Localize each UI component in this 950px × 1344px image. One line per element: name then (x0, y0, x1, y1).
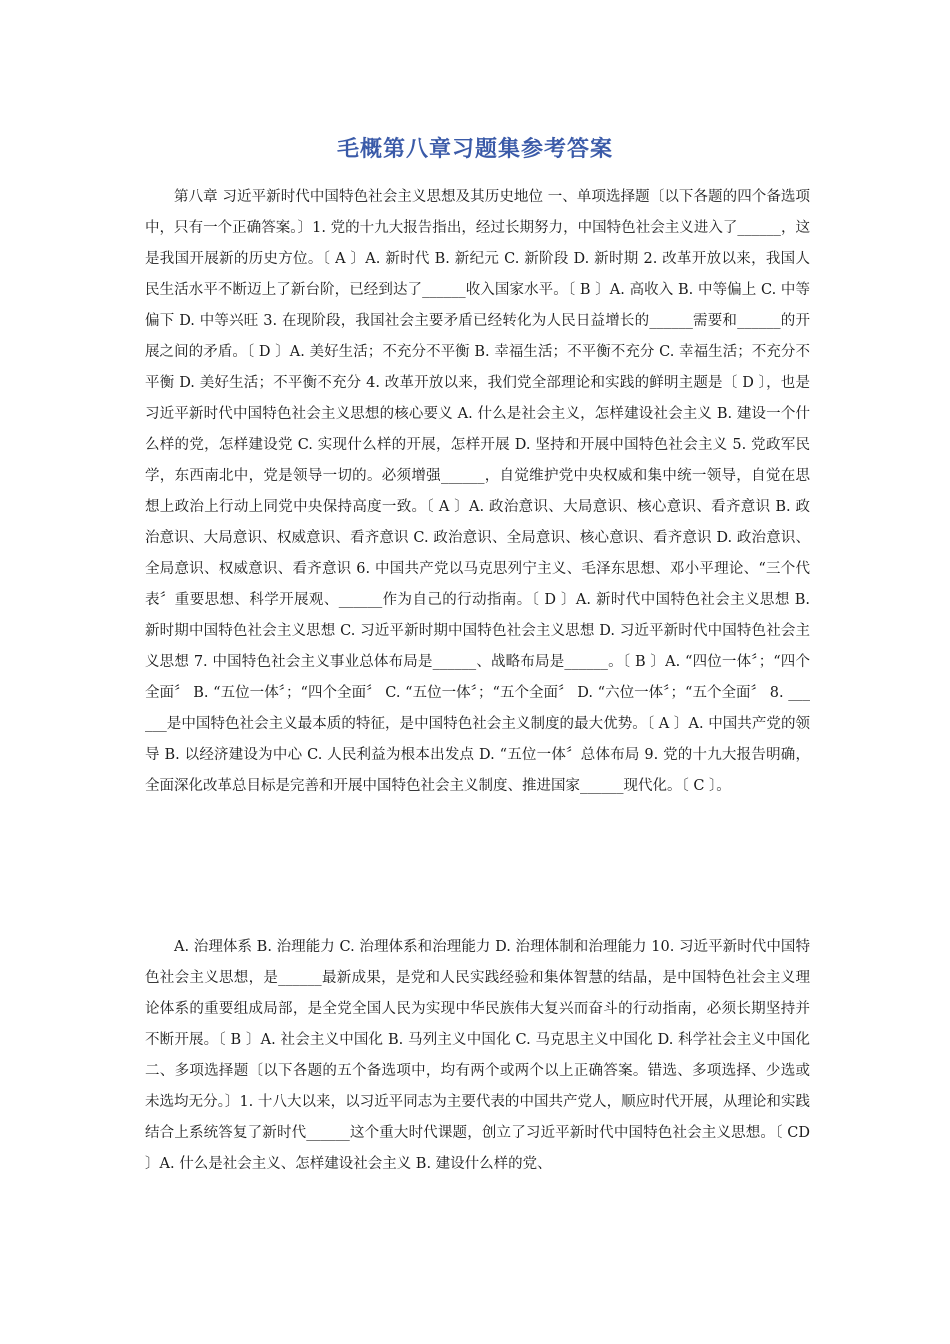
paragraph-2: A. 治理体系 B. 治理能力 C. 治理体系和治理能力 D. 治理体制和治理能力 10. 习近平新时代中国特色社会主义思想，是______最新成果，是党和人民实践经验和集体智慧的结晶，是中国特色社会主义理论体系的重要组成局部，是全党全国人民为实现中华民族伟大复兴而奋斗的行动指南，必须长期坚持并不断开展。〔 B 〕A. 社会主义中国化 B. 马列主义中国化 C. 马克思主义中国化 D. 科学社会主义中国化 二、多项选择题〔以下各题的五个备选项中，均有两个或两个以上正确答案。错选、多项选择、少选或未选均无分。〕1. 十八大以来，以习近平同志为主要代表的中国共产党人，顺应时代开展，从理论和实践结合上系统答复了新时代______这个重大时代课题，创立了习近平新时代中国特色社会主义思想。〔 CD 〕A. 什么是社会主义、怎样建设社会主义 B. 建设什么样的党、 (145, 939, 810, 1172)
page-title: 毛概第八章习题集参考答案 (336, 137, 613, 162)
paragraph-1: 第八章 习近平新时代中国特色社会主义思想及其历史地位 一、单项选择题〔以下各题的四个备选项中，只有一个正确答案。〕1. 党的十九大报告指出，经过长期努力，中国特色社会主义进入了______，这是我国开展新的历史方位。〔 A 〕A. 新时代 B. 新纪元 C. 新阶段 D. 新时期 2. 改革开放以来，我国人民生活水平不断迈上了新台阶，已经到达了______收入国家水平。〔 B 〕A. 高收入 B. 中等偏上 C. 中等偏下 D. 中等兴旺 3. 在现阶段，我国社会主要矛盾已经转化为人民日益增长的______需要和______的开展之间的矛盾。〔 D 〕A. 美好生活；不充分不平衡 B. 幸福生活；不平衡不充分 C. 幸福生活；不充分不平衡 D. 美好生活；不平衡不充分 4. 改革开放以来，我们党全部理论和实践的鲜明主题是〔 D 〕，也是习近平新时代中国特色社会主义思想的核心要义 A. 什么是社会主义，怎样建设社会主义 B. 建设一个什么样的党，怎样建设党 C. 实现什么样的开展，怎样开展 D. 坚持和开展中国特色社会主义 5. 党政军民学，东西南北中，党是领导一切的。必须增强______，自觉维护党中央权威和集中统一领导，自觉在思想上政治上行动上同党中央保持高度一致。〔 A 〕A. 政治意识、大局意识、核心意识、看齐意识 B. 政治意识、大局意识、权威意识、看齐意识 C. 政治意识、全局意识、核心意识、看齐意识 D. 政治意识、全局意识、权威意识、看齐意识 6. 中国共产党以马克思列宁主义、毛泽东思想、邓小平理论、“三个代表〞重要思想、科学开展观、______作为自己的行动指南。〔 D 〕A. 新时代中国特色社会主义思想 B. 新时期中国特色社会主义思想 C. 习近平新时期中国特色社会主义思想 D. 习近平新时代中国特色社会主义思想 7. 中国特色社会主义事业总体布局是______、战略布局是______。〔 B 〕A. “四位一体〞；“四个全面〞 B. “五位一体〞；“四个全面〞 C. “五位一体〞；“五个全面〞 D. “六位一体〞；“五个全面〞 8. ______是中国特色社会主义最本质的特征，是中国特色社会主义制度的最大优势。〔 A 〕A. 中国共产党的领导 B. 以经济建设为中心 C. 人民利益为根本出发点 D. “五位一体〞总体布局 9. 党的十九大报告明确，全面深化改革总目标是完善和开展中国特色社会主义制度、推进国家______现代化。〔 C 〕。 (145, 189, 810, 794)
